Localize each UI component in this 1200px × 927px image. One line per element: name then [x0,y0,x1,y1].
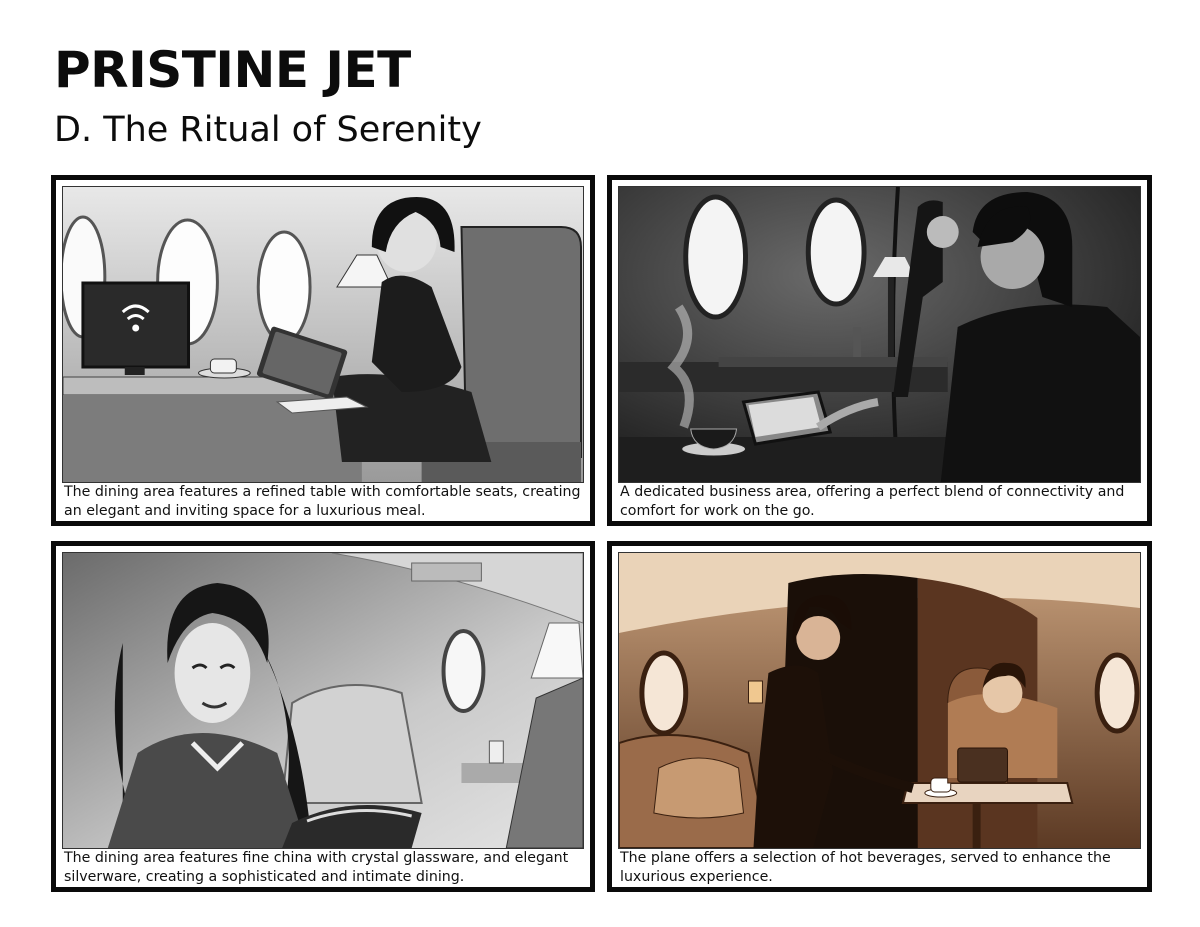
storyboard-panel-4 [607,541,1152,892]
storyboard-panel-2 [607,175,1152,526]
panel-caption: A dedicated business area, offering a perfect blend of connectivity and comfort for work on the go. [620,484,1125,519]
panel-illustration [62,552,584,849]
storyboard-panel-1 [51,175,595,526]
panel-caption: The dining area features a refined table with comfortable seats, creating an elegant and inviting space for a luxurious meal. [64,484,581,519]
panel-caption: The plane offers a selection of hot beverages, served to enhance the luxurious experience. [620,850,1111,885]
storyboard-panel-3 [51,541,595,892]
page-title: PRISTINE JET [54,41,411,99]
panel-illustration [618,552,1141,849]
panel-illustration [618,186,1141,483]
panel-illustration [62,186,584,483]
panel-caption: The dining area features fine china with crystal glassware, and elegant silverware, creating a sophisticated and intimate dining. [64,850,569,885]
page-subtitle: D. The Ritual of Serenity [54,110,482,150]
